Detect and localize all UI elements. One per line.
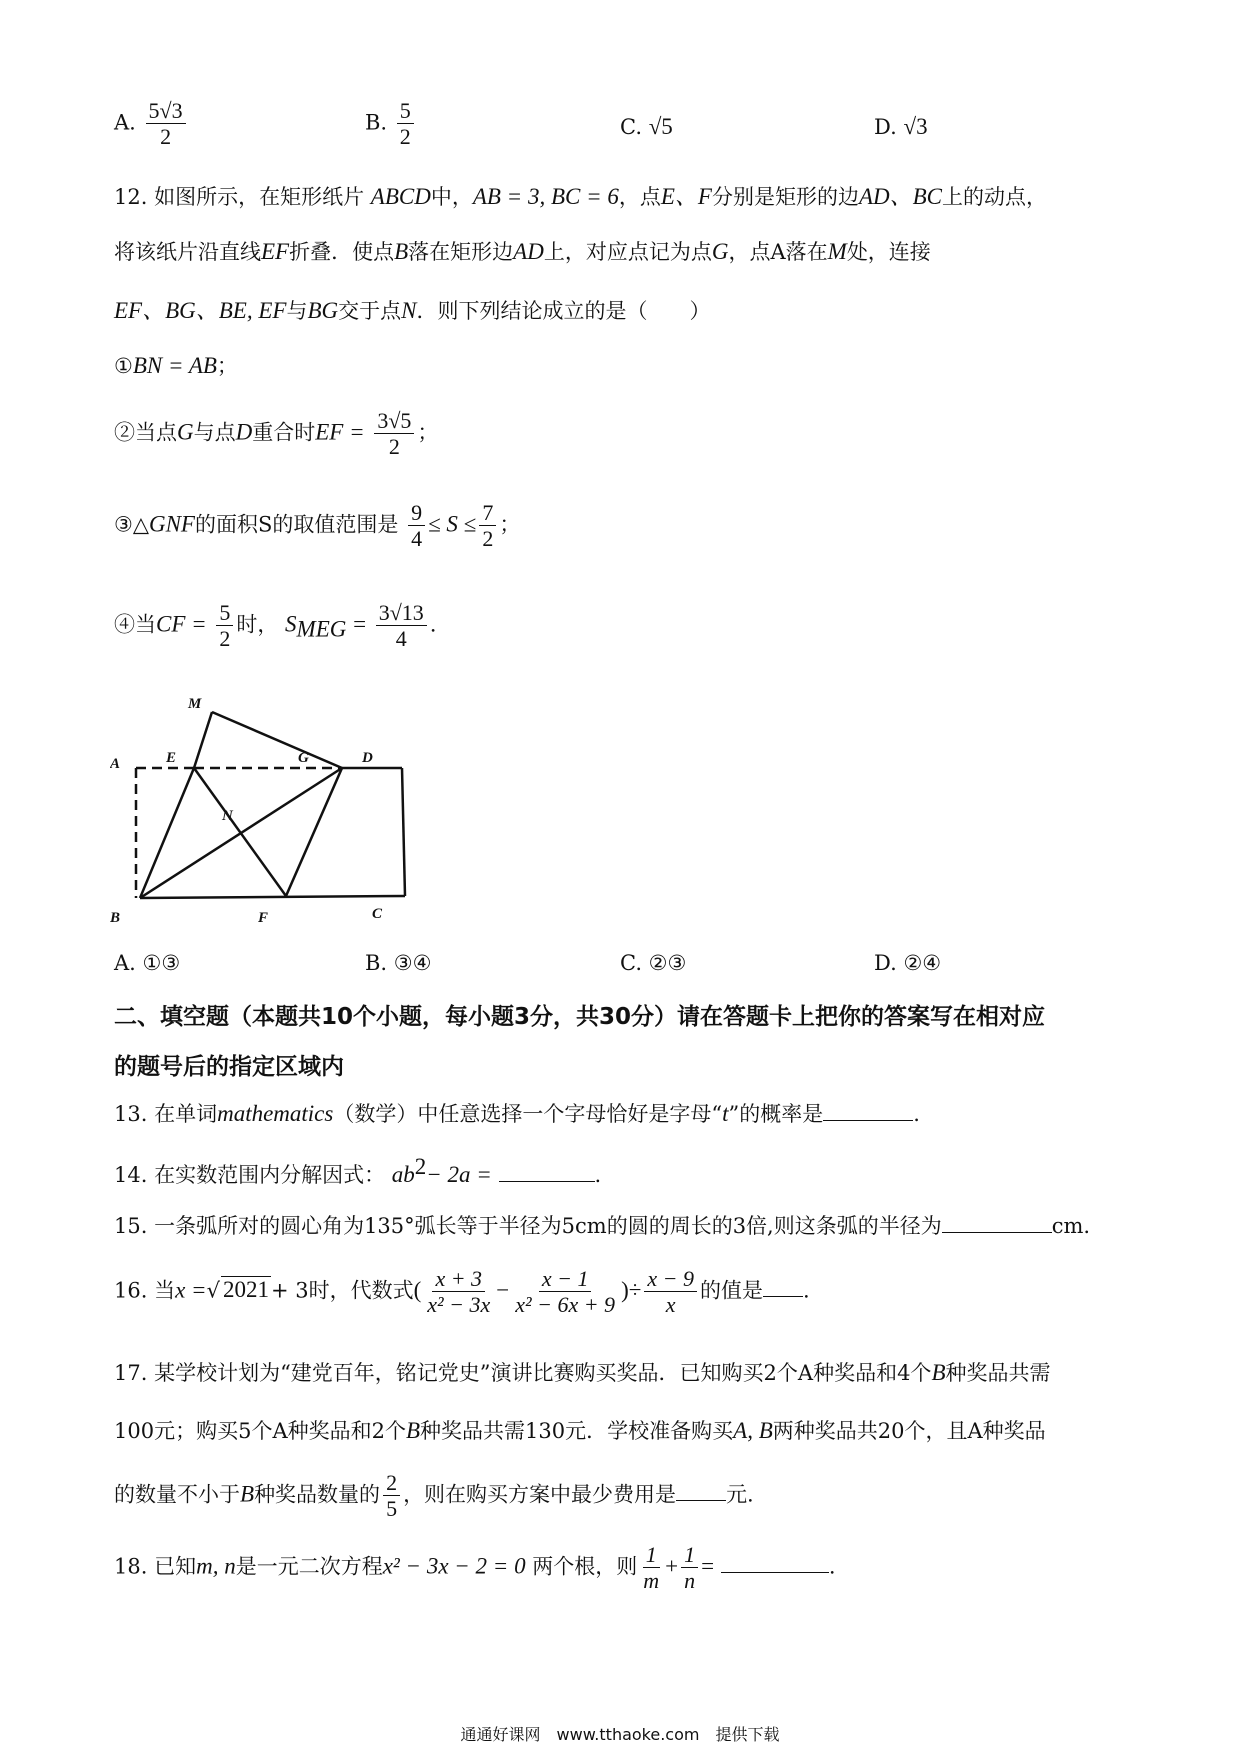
q11-option-c: C. √5 bbox=[620, 114, 673, 139]
q11-option-a-fraction: $\frac{5√3}{2}$ bbox=[146, 98, 186, 150]
section-2-heading-line-1: 二、填空题（本题共10个小题，每小题3分，共30分）请在答题卡上把你的答案写在相对应 bbox=[114, 1004, 1046, 1030]
label-n: N bbox=[222, 808, 233, 824]
question-17-line-1: 17. 某学校计划为“建党百年，铭记党史”演讲比赛购买奖品．已知购买2个A种奖品和4个B种奖品共需 bbox=[114, 1360, 1051, 1385]
q18-answer-blank bbox=[721, 1552, 829, 1573]
q12-line-3: EF、BG、BE, EF与BG交于点N．则下列结论成立的是（ ） bbox=[114, 298, 711, 323]
question-15: 15. 一条弧所对的圆心角为135°弧长等于半径为5cm的圆的周长的3倍,则这条弧的半径为 cm. bbox=[114, 1214, 1091, 1238]
q12-option-a: A. ①③ bbox=[114, 951, 181, 975]
question-17-line-2: 100元；购买5个A种奖品和2个B种奖品共需130元．学校准备购买A, B两种奖品共20个，且A种奖品 bbox=[114, 1418, 1046, 1443]
q12-option-b: B. ③④ bbox=[365, 951, 432, 975]
label-a: A bbox=[110, 756, 121, 772]
question-14: 14. 在实数范围内分解因式： $ab^2- 2a$ = . bbox=[114, 1154, 602, 1187]
segment-dc bbox=[402, 768, 405, 896]
question-17-line-3: 的数量不小于B种奖品数量的 $\frac{2}{5}$ ，则在购买方案中最少费用是 元. bbox=[114, 1470, 754, 1522]
q11-option-b: B. $\frac{5}{2}$ bbox=[365, 98, 417, 150]
label-m: M bbox=[188, 696, 202, 712]
q11-option-a: A. $\frac{5√3}{2}$ bbox=[114, 98, 189, 150]
q12-statement-1: ①BN = AB； bbox=[114, 353, 238, 378]
page-footer: 通通好课网 www.tthaoke.com 提供下载 bbox=[460, 1725, 780, 1744]
segment-em bbox=[194, 712, 212, 768]
q12-line-2: 将该纸片沿直线EF折叠．使点B落在矩形边AD上，对应点记为点G，点A落在M处，连接 bbox=[114, 239, 931, 264]
q12-option-c: C. ②③ bbox=[620, 951, 687, 975]
question-13: 13. 在单词mathematics（数学）中任意选择一个字母恰好是字母“t”的概率是 . bbox=[114, 1101, 920, 1126]
label-g: G bbox=[298, 750, 309, 766]
segment-bg bbox=[140, 768, 342, 898]
segment-be bbox=[140, 768, 194, 898]
question-16: 16. 当x =√ 2021+ 3时，代数式( $\frac{x + 3}{\text{x² − 3x}}$ − $\frac{x - 1}{\text{x² − 6x + 9}}$ )÷ $\frac{x - 9}{x}$ 的值是 . bbox=[114, 1266, 810, 1318]
label-f: F bbox=[258, 910, 269, 926]
label-b: B bbox=[110, 910, 121, 926]
segment-mg bbox=[212, 712, 342, 768]
q17-answer-blank bbox=[676, 1480, 726, 1501]
label-d: D bbox=[362, 750, 373, 766]
q11-option-b-fraction: $\frac{5}{2}$ bbox=[397, 98, 414, 150]
q13-answer-blank bbox=[823, 1100, 913, 1121]
segment-ef bbox=[194, 768, 286, 896]
q12-statement-4: ④当CF = $\frac{5}{2}$ 时， $S_{MEG}$ = $\frac{3√13}{4}$ ． bbox=[114, 600, 451, 652]
q14-answer-blank bbox=[499, 1161, 595, 1182]
label-c: C bbox=[372, 906, 383, 922]
question-18: 18. 已知m, n是一元二次方程x² − 3x − 2 = 0 两个根，则 $\frac{1}{m}$ + $\frac{1}{n}$ = . bbox=[114, 1542, 836, 1594]
rectangle-fold-figure bbox=[110, 690, 450, 930]
q11-option-d: D. √3 bbox=[874, 114, 928, 139]
label-e: E bbox=[166, 750, 177, 766]
q12-line-1: 12. 如图所示，在矩形纸片 ABCD中，AB = 3, BC = 6，点E、F分别是矩形的边AD、BC上的动点， bbox=[114, 184, 1048, 209]
segment-bc bbox=[140, 896, 405, 898]
q12-statement-2: ②当点G与点D重合时EF = $\frac{3√5}{2}$ ； bbox=[114, 408, 439, 460]
q12-option-d: D. ②④ bbox=[874, 951, 942, 975]
q16-answer-blank bbox=[763, 1276, 803, 1297]
q12-statement-3: ③△GNF的面积S的取值范围是 $\frac{9}{4}$ ≤ S ≤ $\frac{7}{2}$ ； bbox=[114, 500, 521, 552]
q15-answer-blank bbox=[942, 1212, 1052, 1233]
section-2-heading-line-2: 的题号后的指定区域内 bbox=[114, 1054, 344, 1080]
